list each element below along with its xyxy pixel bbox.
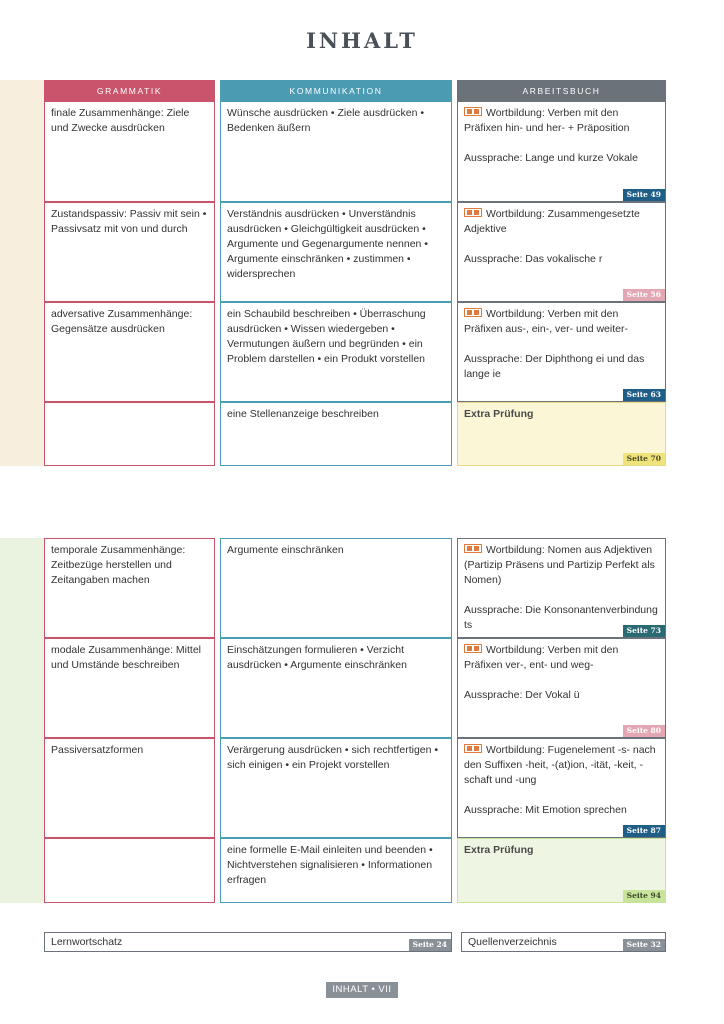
arbeitsbuch-cell [457,302,666,402]
kommunikation-text: Wünsche ausdrücken • Ziele ausdrücken • Bedenken äußern [227,107,425,134]
grammatik-cell-empty [44,838,215,903]
chapter-band-top [0,80,44,466]
page-reference[interactable]: Seite 70 [623,453,665,465]
quellenverzeichnis-box[interactable] [461,932,666,952]
workbook-icon [464,308,482,317]
grammatik-text: adversative Zusammenhänge: Gegensätze ausdrücken [51,308,193,335]
grammatik-text: Zustandspassiv: Passiv mit sein • Passivsatz mit von und durch [51,208,207,235]
lernwortschatz-box[interactable] [44,932,452,952]
extra-pruefung-title: Extra Prüfung [464,844,534,856]
grammatik-cell [44,202,215,302]
workbook-icon [464,208,482,217]
arbeitsbuch-cell [457,738,666,838]
grammatik-cell [44,738,215,838]
aussprache-text: Aussprache: Das vokalische r [464,253,603,265]
page-reference[interactable]: Seite 73 [623,625,665,637]
extra-pruefung-cell [457,838,666,903]
wortbildung-text: Wortbildung: Nomen aus Adjektiven (Partizip Präsens und Partizip Perfekt als Nomen) [464,544,655,586]
workbook-icon [464,107,482,116]
wortbildung-text: Wortbildung: Verben mit den Präfixen aus-, ein-, ver- und weiter- [464,308,628,335]
wortbildung-text: Wortbildung: Zusammengesetzte Adjektive [464,208,640,235]
grammatik-text: finale Zusammenhänge: Ziele und Zwecke ausdrücken [51,107,190,134]
page-reference[interactable]: Seite 49 [623,189,665,201]
workbook-icon [464,644,482,653]
aussprache-text: Aussprache: Der Diphthong ei und das lange ie [464,353,645,380]
kommunikation-cell [220,538,452,638]
grammatik-cell [44,538,215,638]
grammatik-cell-empty [44,402,215,466]
arbeitsbuch-cell [457,202,666,302]
page-reference[interactable]: Seite 80 [623,725,665,737]
page-reference[interactable]: Seite 32 [623,939,665,951]
page-reference[interactable]: Seite 24 [409,939,451,951]
lernwortschatz-label: Lernwortschatz [51,936,123,948]
extra-pruefung-title: Extra Prüfung [464,408,534,420]
workbook-icon [464,544,482,553]
workbook-icon [464,744,482,753]
header-grammatik: GRAMMATIK [44,80,215,102]
wortbildung-text: Wortbildung: Verben mit den Präfixen ver-, ent- und weg- [464,644,619,671]
wortbildung-text: Wortbildung: Fugenelement -s- nach den Suffixen -heit, -(at)ion, -ität, -keit, -schaft und -ung [464,744,656,786]
aussprache-text: Aussprache: Mit Emotion sprechen [464,804,627,816]
kommunikation-text: eine formelle E-Mail einleiten und beenden • Nichtverstehen signalisieren • Informationen erfragen [227,844,433,886]
page-title: INHALT [306,28,418,53]
arbeitsbuch-cell [457,538,666,638]
kommunikation-cell [220,302,452,402]
kommunikation-cell [220,638,452,738]
grammatik-text: temporale Zusammenhänge: Zeitbezüge herstellen und Zeitangaben machen [51,544,186,586]
aussprache-text: Aussprache: Die Konsonantenverbindung ts [464,604,658,631]
kommunikation-text: Einschätzungen formulieren • Verzicht ausdrücken • Argumente einschränken [227,644,407,671]
footer-page-label: INHALT • VII [326,982,398,998]
kommunikation-text: eine Stellenanzeige beschreiben [227,408,379,420]
page-reference[interactable]: Seite 56 [623,289,665,301]
kommunikation-cell [220,202,452,302]
quellenverzeichnis-label: Quellenverzeichnis [468,936,557,948]
kommunikation-cell [220,838,452,903]
kommunikation-cell [220,402,452,466]
grammatik-text: modale Zusammenhänge: Mittel und Umstände beschreiben [51,644,201,671]
kommunikation-text: Verständnis ausdrücken • Unverständnis ausdrücken • Gleichgültigkeit ausdrücken • Argumente und Gegenargumente nennen • Argumente einschränken • zustimmen • widersprechen [227,208,428,280]
page-reference[interactable]: Seite 94 [623,890,665,902]
wortbildung-text: Wortbildung: Verben mit den Präfixen hin- und her- + Präposition [464,107,630,134]
kommunikation-text: ein Schaubild beschreiben • Überraschung ausdrücken • Wissen wiedergeben • Vermutungen äußern und begründen • ein Problem darstellen • ein Produkt vorstellen [227,308,426,365]
arbeitsbuch-cell [457,102,666,202]
header-arbeitsbuch: ARBEITSBUCH [457,80,666,102]
grammatik-text: Passiversatzformen [51,744,144,756]
extra-pruefung-cell [457,402,666,466]
arbeitsbuch-cell [457,638,666,738]
aussprache-text: Aussprache: Der Vokal ü [464,689,580,701]
aussprache-text: Aussprache: Lange und kurze Vokale [464,152,638,164]
kommunikation-cell [220,102,452,202]
grammatik-cell [44,638,215,738]
chapter-band-bottom [0,538,44,903]
grammatik-cell [44,302,215,402]
kommunikation-cell [220,738,452,838]
kommunikation-text: Argumente einschränken [227,544,344,556]
page-reference[interactable]: Seite 63 [623,389,665,401]
page-reference[interactable]: Seite 87 [623,825,665,837]
header-kommunikation: KOMMUNIKATION [220,80,452,102]
grammatik-cell [44,102,215,202]
kommunikation-text: Verärgerung ausdrücken • sich rechtfertigen • sich einigen • ein Projekt vorstellen [227,744,439,771]
